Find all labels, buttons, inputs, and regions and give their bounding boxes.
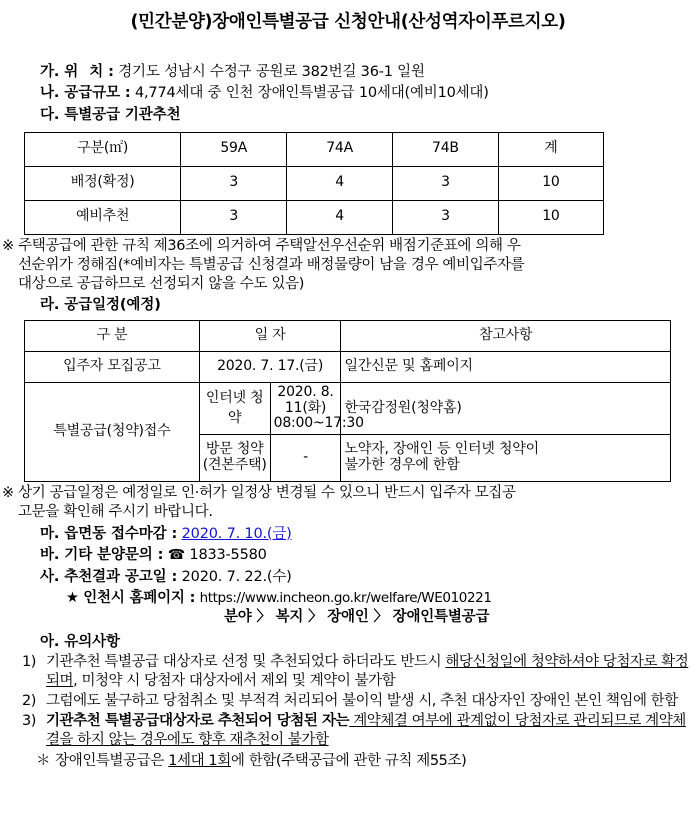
table-row-header xyxy=(25,321,671,352)
info-label-supply-scale: 나. 공급규모 : xyxy=(40,85,131,102)
info-line-special-supply xyxy=(0,105,696,126)
final-note-seg2: 1세대 1회 xyxy=(168,752,231,769)
schedule-row-1-category: 특별공급(청약)접수 xyxy=(25,383,200,482)
allocation-header-1: 59A xyxy=(181,132,287,166)
schedule-note xyxy=(0,484,696,523)
allocation-row-1-value-2: 3 xyxy=(393,200,499,234)
table-row xyxy=(25,352,671,383)
allocation-note-line1: 주택공급에 관한 규칙 제36조에 의거하여 주택알선우선순위 배점기준표에 의해 우 xyxy=(18,237,521,254)
allocation-note-marker: ※ xyxy=(2,237,14,254)
info-line-supply-scale xyxy=(0,83,696,104)
schedule-header-date: 일 자 xyxy=(199,321,341,352)
schedule-note-line1: 상기 공급일정은 예정일로 인·허가 일정상 변경될 수 있으니 반드시 입주자 모집공 xyxy=(18,485,516,502)
allocation-header-4: 계 xyxy=(498,132,603,166)
schedule-note-line2: 고문을 확인해 주시기 바랍니다. xyxy=(18,504,213,521)
schedule-row-1-date-1: - xyxy=(270,435,341,482)
list-item xyxy=(0,712,696,750)
cautions-list xyxy=(0,653,696,749)
info-value-result-date: 2020. 7. 22.(수) xyxy=(181,569,292,586)
info-line-schedule-heading xyxy=(0,295,696,316)
caution-number-1: 1) xyxy=(22,654,36,671)
info-line-cautions-heading xyxy=(0,632,696,653)
homepage-label: 인천시 홈페이지 xyxy=(83,589,185,606)
info-label-location: 가. 위 치 : xyxy=(40,63,114,80)
info-line-location xyxy=(0,62,696,83)
allocation-note-line2: 선순위가 정해짐(*예비자는 특별공급 신청결과 배정물량이 남을 경우 예비입주자를 xyxy=(18,256,525,273)
schedule-row-1-sub-1-line1: 방문 청약 xyxy=(205,441,264,458)
allocation-row-0-value-2: 3 xyxy=(393,166,499,200)
info-line-result-date xyxy=(0,567,696,588)
schedule-row-1-sub-1 xyxy=(199,435,270,482)
allocation-row-0-value-0: 3 xyxy=(181,166,287,200)
schedule-row-0-note: 일간신문 및 홈페이지 xyxy=(341,352,671,383)
list-item xyxy=(0,692,696,711)
schedule-header-note: 참고사항 xyxy=(341,321,671,352)
caution-text-1 xyxy=(46,653,696,691)
caution-1-seg2: 해당신청일에 청약하셔야 당첨자로 확정되며 xyxy=(46,654,689,690)
allocation-row-1-value-1: 4 xyxy=(287,200,393,234)
final-note-seg1: 장애인특별공급은 xyxy=(55,752,169,769)
info-value-supply-scale: 4,774세대 중 인천 장애인특별공급 10세대(예비10세대) xyxy=(135,85,489,102)
telephone-icon: ☎ xyxy=(167,547,185,564)
caution-3-seg1: 기관추천 특별공급대상자로 추천되어 당첨된 자는 xyxy=(46,712,350,729)
caution-text-3 xyxy=(46,712,696,750)
allocation-row-1-value-0: 3 xyxy=(181,200,287,234)
schedule-row-0-date: 2020. 7. 17.(금) xyxy=(199,352,341,383)
schedule-row-1-date-0 xyxy=(270,383,364,435)
table-row-header xyxy=(25,132,604,166)
info-label-schedule-heading: 라. 공급일정(예정) xyxy=(40,297,161,314)
breadcrumb: 분야 〉 복지 〉 장애인 〉 장애인특별공급 xyxy=(224,609,490,626)
schedule-row-1-date-0-line1: 2020. 8. 11(화) xyxy=(277,384,334,416)
asterisk-icon: ＊ xyxy=(36,752,51,769)
table-row xyxy=(25,166,604,200)
allocation-row-1-value-3: 10 xyxy=(498,200,603,234)
allocation-row-1-label: 예비추천 xyxy=(25,200,181,234)
info-label-special-supply: 다. 특별공급 기관추천 xyxy=(40,107,181,123)
table-row xyxy=(25,200,604,234)
info-value-location: 경기도 성남시 수정구 공원로 382번길 36-1 일원 xyxy=(118,63,425,80)
caution-number-2: 2) xyxy=(22,693,36,710)
schedule-row-0-category: 입주자 모집공고 xyxy=(25,352,200,383)
allocation-header-0: 구분(㎡) xyxy=(25,132,181,166)
allocation-note xyxy=(0,237,696,295)
allocation-row-0-value-3: 10 xyxy=(498,166,603,200)
info-label-deadline: 마. 읍면동 접수마감 : xyxy=(40,525,178,542)
schedule-note-marker: ※ xyxy=(2,485,14,502)
schedule-header-category: 구 분 xyxy=(25,321,200,352)
schedule-row-1-note-0: 한국감정원(청약홈) xyxy=(341,383,671,435)
schedule-row-1-note-1-line2: 불가한 경우에 한함 xyxy=(344,457,460,474)
homepage-line: ★ 인천시 홈페이지 : https://www.incheon.go.kr/welfare/WE010221 xyxy=(66,589,492,606)
info-label-result-date: 사. 추천결과 공고일 : xyxy=(40,569,178,586)
allocation-header-3: 74B xyxy=(393,132,499,166)
homepage-url[interactable]: https://www.incheon.go.kr/welfare/WE010221 xyxy=(199,589,492,606)
caution-1-seg1: 기관추천 특별공급 대상자로 선정 및 추천되었다 하더라도 반드시 xyxy=(46,654,446,671)
list-item xyxy=(0,653,696,691)
allocation-note-line3: 대상으로 공급하므로 선정되지 않을 수도 있음) xyxy=(18,276,305,293)
final-note xyxy=(0,751,696,772)
schedule-table xyxy=(24,320,671,482)
schedule-row-1-sub-0: 인터넷 청약 xyxy=(199,383,270,435)
info-value-inquiry: 1833-5580 xyxy=(189,547,267,564)
info-value-deadline: 2020. 7. 10.(금) xyxy=(181,525,292,542)
schedule-row-1-date-0-line2: 08:00~17:30 xyxy=(273,415,364,432)
caution-text-2: 그럼에도 불구하고 당첨취소 및 부적격 처리되어 불이익 발생 시, 추천 대상자인 장애인 본인 책임에 한함 xyxy=(46,693,678,710)
info-label-cautions-heading: 아. 유의사항 xyxy=(40,633,120,650)
table-row xyxy=(25,383,671,435)
info-line-inquiry xyxy=(0,545,696,566)
caution-number-3: 3) xyxy=(22,712,36,729)
allocation-row-0-value-1: 4 xyxy=(287,166,393,200)
allocation-table xyxy=(24,132,604,235)
star-icon: ★ xyxy=(66,589,79,606)
schedule-row-1-note-1-line1: 노약자, 장애인 등 인터넷 청약이 xyxy=(344,441,539,458)
schedule-row-1-sub-1-line2: (견본주택) xyxy=(202,457,267,474)
info-label-inquiry: 바. 기타 분양문의 : xyxy=(40,547,164,564)
allocation-row-0-label: 배정(확정) xyxy=(25,166,181,200)
schedule-row-1-note-1 xyxy=(341,435,671,482)
page-title: (민간분양)장애인특별공급 신청안내(산성역자이푸르지오) xyxy=(130,12,566,32)
caution-3-seg2: 계약체결 여부에 관계없이 당첨자로 관리되므로 계약체결을 하지 않는 경우에도 향후 재추천이 불가함 xyxy=(46,712,686,748)
allocation-header-2: 74A xyxy=(287,132,393,166)
final-note-seg3: 에 한함(주택공급에 관한 규칙 제55조) xyxy=(230,752,467,769)
info-line-deadline xyxy=(0,524,696,545)
caution-1-seg3: , 미청약 시 당첨자 대상자에서 제외 및 계약이 불가함 xyxy=(73,673,396,690)
